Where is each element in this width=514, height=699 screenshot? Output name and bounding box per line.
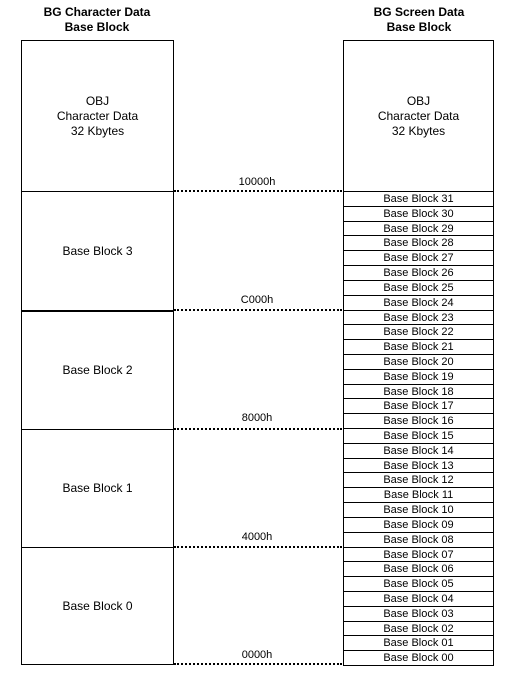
char-base-block-1 — [21, 429, 174, 548]
screen-base-block-23: Base Block 23 — [343, 310, 494, 325]
right-header-line-2: Base Block — [386, 20, 452, 34]
left-obj-line-1: OBJ — [85, 93, 110, 108]
screen-base-block-22: Base Block 22 — [343, 324, 494, 340]
char-base-block-2-label: Base Block 2 — [62, 362, 133, 377]
left-header — [12, 5, 182, 35]
screen-base-block-04: Base Block 04 — [343, 591, 494, 607]
char-base-block-3-label: Base Block 3 — [62, 243, 133, 258]
screen-base-block-13: Base Block 13 — [343, 458, 494, 473]
screen-base-block-20: Base Block 20 — [343, 354, 494, 370]
screen-base-block-01: Base Block 01 — [343, 635, 494, 651]
screen-base-block-07: Base Block 07 — [343, 547, 494, 562]
right-header-line-1: BG Screen Data — [373, 5, 465, 19]
screen-base-block-28: Base Block 28 — [343, 235, 494, 251]
address-label-0000h: 0000h — [241, 649, 273, 661]
screen-base-block-03: Base Block 03 — [343, 606, 494, 622]
screen-base-block-15: Base Block 15 — [343, 428, 494, 444]
boundary-line-0000h — [174, 663, 342, 665]
screen-base-block-24: Base Block 24 — [343, 295, 494, 311]
screen-base-block-02: Base Block 02 — [343, 621, 494, 636]
left-header-line-1: BG Character Data — [43, 5, 151, 19]
screen-base-block-17: Base Block 17 — [343, 398, 494, 414]
char-base-block-0 — [21, 547, 174, 665]
boundary-line-4000h — [174, 546, 342, 548]
screen-base-block-30: Base Block 30 — [343, 206, 494, 222]
screen-base-block-16: Base Block 16 — [343, 413, 494, 429]
address-label-4000h: 4000h — [241, 531, 273, 543]
screen-base-block-29: Base Block 29 — [343, 221, 494, 236]
left-c000-divider — [21, 310, 174, 312]
screen-base-block-14: Base Block 14 — [343, 443, 494, 459]
left-header-line-2: Base Block — [64, 20, 130, 34]
char-base-block-0-label: Base Block 0 — [62, 598, 133, 613]
screen-base-block-27: Base Block 27 — [343, 250, 494, 266]
screen-base-block-25: Base Block 25 — [343, 280, 494, 296]
char-base-block-3 — [21, 191, 174, 311]
screen-base-block-08: Base Block 08 — [343, 532, 494, 548]
screen-base-block-10: Base Block 10 — [343, 502, 494, 518]
left-obj-line-3: 32 Kbytes — [70, 123, 125, 138]
screen-base-block-11: Base Block 11 — [343, 487, 494, 503]
address-label-c000h: C000h — [240, 294, 274, 306]
boundary-line-c000h — [174, 309, 342, 311]
screen-base-block-26: Base Block 26 — [343, 265, 494, 281]
screen-base-block-09: Base Block 09 — [343, 517, 494, 533]
right-obj-line-2: Character Data — [377, 108, 460, 123]
address-label-8000h: 8000h — [241, 412, 273, 424]
boundary-line-10000h — [174, 190, 342, 192]
screen-base-block-06: Base Block 06 — [343, 561, 494, 577]
screen-base-block-00: Base Block 00 — [343, 650, 494, 666]
screen-base-block-19: Base Block 19 — [343, 369, 494, 385]
screen-base-block-05: Base Block 05 — [343, 576, 494, 592]
left-obj-line-2: Character Data — [56, 108, 139, 123]
screen-base-block-21: Base Block 21 — [343, 339, 494, 355]
char-base-block-2 — [21, 310, 174, 430]
right-obj-block — [343, 40, 494, 192]
screen-base-block-31: Base Block 31 — [343, 191, 494, 207]
left-obj-block — [21, 40, 174, 192]
char-base-block-1-label: Base Block 1 — [62, 481, 133, 495]
right-obj-line-3: 32 Kbytes — [391, 123, 446, 138]
right-header — [334, 5, 504, 35]
screen-base-block-12: Base Block 12 — [343, 472, 494, 488]
boundary-line-8000h — [174, 428, 342, 430]
address-label-10000h: 10000h — [238, 176, 276, 188]
screen-base-block-18: Base Block 18 — [343, 384, 494, 399]
right-obj-line-1: OBJ — [406, 93, 431, 108]
